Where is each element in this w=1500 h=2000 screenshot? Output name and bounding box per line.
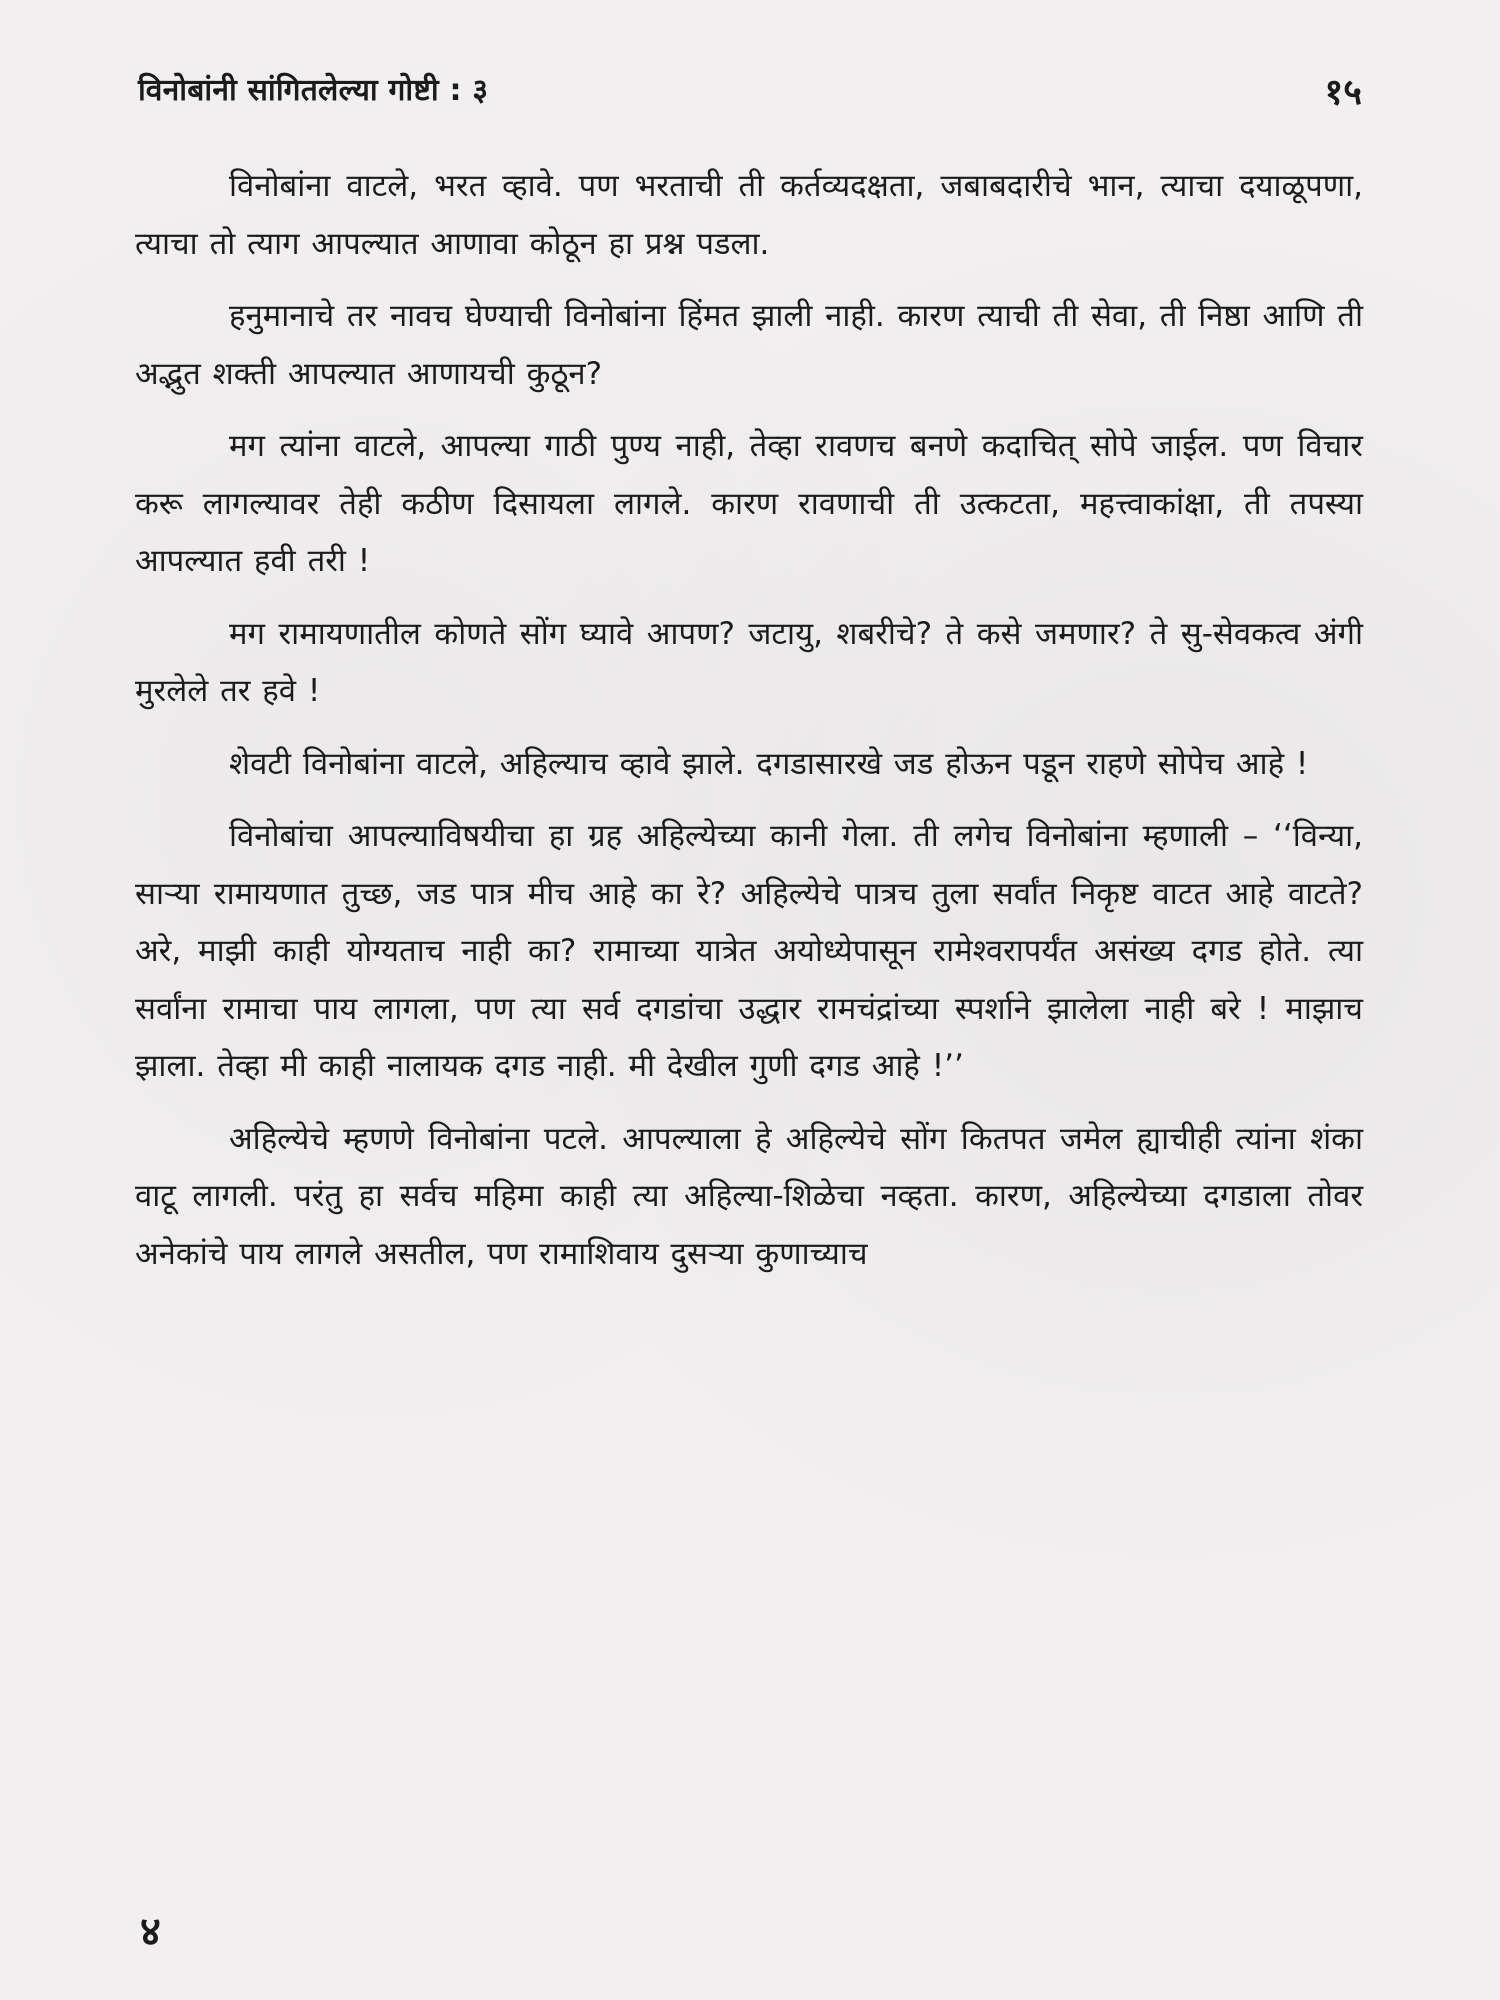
paragraph: विनोबांना वाटले, भरत व्हावे. पण भरताची ती कर्तव्यदक्षता, जबाबदारीचे भान, त्याचा दयाळूपणा, त्याचा तो त्याग आपल्यात आणावा कोठून हा प्रश्न पडला. <box>135 168 1363 262</box>
body-text <box>135 158 1363 1298</box>
paragraph: हनुमानाचे तर नावच घेण्याची विनोबांना हिंमत झाली नाही. कारण त्याची ती सेवा, ती निष्ठा आणि ती अद्भुत शक्ती आपल्यात आणायची कुठून? <box>135 298 1363 392</box>
page-header <box>138 68 1362 118</box>
footer-page-number: ४ <box>140 1909 161 1955</box>
paragraph: मग त्यांना वाटले, आपल्या गाठी पुण्य नाही, तेव्हा रावणच बनणे कदाचित् सोपे जाईल. पण विचार करू लागल्यावर तेही कठीण दिसायला लागले. कारण रावणाची ती उत्कटता, महत्त्वाकांक्षा, ती तपस्या आपल्यात हवी तरी ! <box>135 428 1363 579</box>
running-title: विनोबांनी सांगितलेल्या गोष्टी : ३ <box>138 73 489 108</box>
paragraph: अहिल्येचे म्हणणे विनोबांना पटले. आपल्याला हे अहिल्येचे सोंग कितपत जमेल ह्याचीही त्यांना शंका वाटू लागली. परंतु हा सर्वच महिमा काही त्या अहिल्या-शिळेचा नव्हता. कारण, अहिल्येच्या दगडाला तोवर अनेकांचे पाय लागले असतील, पण रामाशिवाय दुसऱ्या कुणाच्याच <box>135 1120 1363 1272</box>
paragraph: मग रामायणातील कोणते सोंग घ्यावे आपण? जटायु, शबरीचे? ते कसे जमणार? ते सु-सेवकत्व अंगी मुरलेले तर हवे ! <box>135 615 1363 709</box>
paragraph: शेवटी विनोबांना वाटले, अहिल्याच व्हावे झाले. दगडासारखे जड होऊन पडून राहणे सोपेच आहे ! <box>229 745 1309 782</box>
paragraph: विनोबांचा आपल्याविषयीचा हा ग्रह अहिल्येच्या कानी गेला. ती लगेच विनोबांना म्हणाली – ‘‘विन्या, साऱ्या रामायणात तुच्छ, जड पात्र मीच आहे का रे? अहिल्येचे पात्रच तुला सर्वांत निकृष्ट वाटत आहे वाटते? अरे, माझी काही योग्यताच नाही का? रामाच्या यात्रेत अयोध्येपासून रामेश्वरापर्यंत असंख्य दगड होते. त्या सर्वांना रामाचा पाय लागला, पण त्या सर्व दगडांचा उद्धार रामचंद्रांच्या स्पर्शाने झालेला नाही बरे ! माझाच झाला. तेव्हा मी काही नालायक दगड नाही. मी देखील गुणी दगड आहे !’’ <box>135 818 1363 1084</box>
header-page-number: १५ <box>1324 72 1362 113</box>
